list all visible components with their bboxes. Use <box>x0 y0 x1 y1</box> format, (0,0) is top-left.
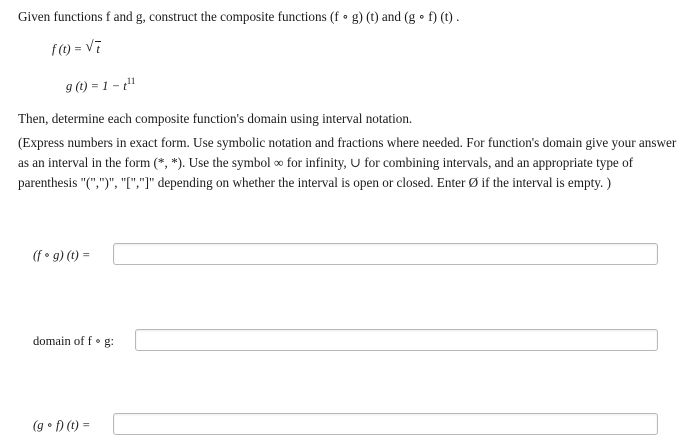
question-intro: Given functions f and g, construct the composite functions (f ∘ g) (t) and (g ∘ f) (t) . <box>18 9 460 24</box>
format-instructions: (Express numbers in exact form. Use symbolic notation and fractions where needed. For function's domain give your answer as an interval in the form (*, *). Use the symbol ∞ for infinity, ∪ for combining intervals, and an appropriate type of parenthesis "(",")", "[","]" depending on whether the interval is open or closed. Enter Ø if the interval is empty. ) <box>18 135 677 190</box>
answer-input-f-of-g[interactable] <box>113 243 658 265</box>
f-definition-radicand: t <box>96 42 100 56</box>
f-definition-lhs: f (t) = <box>52 42 86 56</box>
g-definition-base: g (t) = 1 − t <box>66 79 127 93</box>
f-definition <box>52 39 101 57</box>
then-instruction: Then, determine each composite function's domain using interval notation. <box>18 111 413 126</box>
answer-row-domain-f-of-g <box>0 329 700 355</box>
answer-row-f-of-g <box>0 243 700 269</box>
answer-label-g-of-f: (g ∘ f) (t) = <box>33 418 91 432</box>
answer-label-f-of-g: (f ∘ g) (t) = <box>33 248 91 262</box>
square-root-icon: √ t <box>85 39 100 56</box>
g-definition-exponent: 11 <box>126 76 136 86</box>
g-definition <box>66 76 135 94</box>
answer-input-domain-f-of-g[interactable] <box>135 329 658 351</box>
answer-input-g-of-f[interactable] <box>113 413 658 435</box>
answer-label-domain-f-of-g: domain of f ∘ g: <box>33 334 115 348</box>
answer-row-g-of-f <box>0 413 700 439</box>
